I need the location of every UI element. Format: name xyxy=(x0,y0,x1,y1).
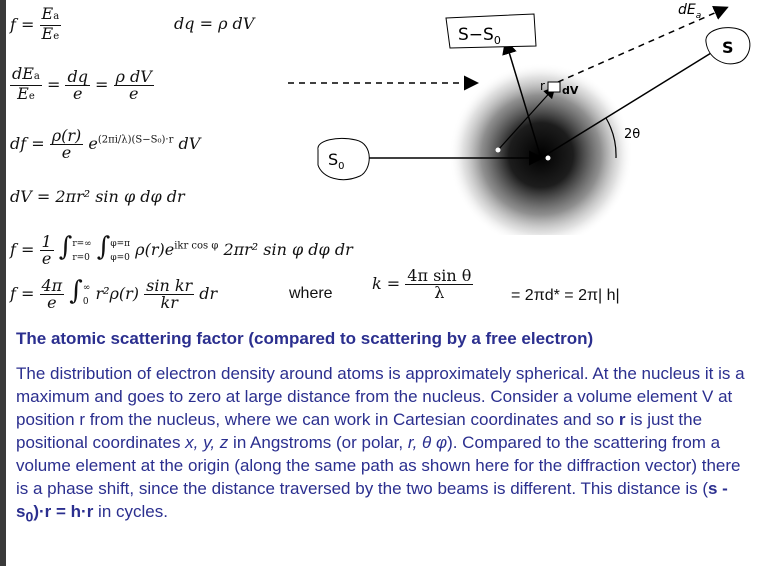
two-theta-label: 2θ xyxy=(624,127,641,142)
equation-f-radial-integral: f = $\frac{4\pi}{e}$ ∫ ∞ 0 r²ρ(r) $\frac{\text{sin kr}}{kr}$ dr xyxy=(10,276,218,312)
equation-k-result: = 2πd* = 2π| h| xyxy=(511,287,620,304)
equation-dEa: $\frac{\text{dEa}}{Ee}$ = $\frac{dq}{e}$ = $\frac{\text{ρ dV}}{e}$ xyxy=(12,64,152,103)
section-title: The atomic scattering factor (compared to scattering by a free electron) xyxy=(16,329,594,348)
r-label: r xyxy=(540,79,545,93)
equation-f-double-integral: f = $\frac{1}{e}$ ∫ r=∞ r=0 ∫ φ=π φ=0 $\rho(r)e^{ikr cos \varphi}$ 2πr² sin φ dφ dr xyxy=(10,232,353,268)
nucleus-point xyxy=(546,156,551,161)
dV-label: dV xyxy=(562,84,579,97)
s0-label: $S_0$ xyxy=(328,150,345,172)
equation-df: df = $\frac{\rho(r)}{e}$ $e^{(2\pi i/\lambda)(S-S_0)\cdot r}$ dV xyxy=(10,126,201,162)
description-paragraph: The distribution of electron density around atoms is approximately spherical. At the nucleus it is a maximum and goes to zero at large distance from the nucleus. Consider a volume element V at position r from the nucleus, where we can work in Cartesian coordinates and so r is just the positional coordinates x, y, z in Angstroms (or polar, r, θ φ). Compared to the scattering from a volume element at the origin (along the same path as shown here for the diffraction vector) there is a phase shift, since the distance traversed by the two beams is different. This distance is $(s - s_0)\cdot r = h\cdot r$ in cycles. xyxy=(16,364,745,526)
s-minus-s0-label: $S-S_0$ xyxy=(458,25,501,47)
slide xyxy=(6,0,758,566)
s-label: S xyxy=(722,38,734,57)
where-label: where xyxy=(289,285,333,302)
equation-f-ratio: f = $\frac{Ea}{Ee}$ xyxy=(10,4,60,43)
equation-dV: dV = 2πr² sin φ dφ dr xyxy=(10,187,185,206)
dEa-label: $dE_a$ xyxy=(678,2,702,21)
s0-blob xyxy=(318,138,369,179)
volume-element xyxy=(548,82,560,92)
equation-k: k = $\frac{\text{4π sin θ}}{\lambda}$ xyxy=(372,266,472,302)
equation-dq: dq = ρ dV xyxy=(174,14,255,33)
scattering-diagram xyxy=(286,0,756,235)
origin-point xyxy=(496,148,501,153)
